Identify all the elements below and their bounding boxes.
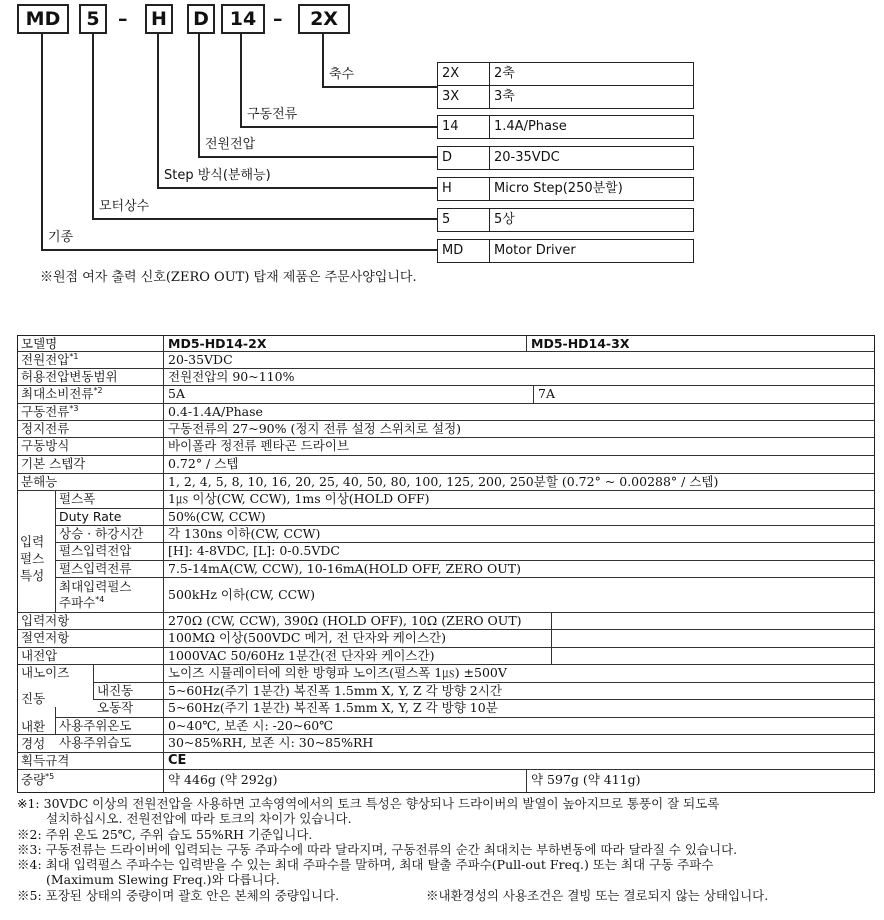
spec-label-voltage: 전원전압$^{*1}$ xyxy=(21,352,79,367)
option-row xyxy=(437,62,694,86)
code-part-step: H xyxy=(145,4,173,34)
spec-label-step-angle: 기본 스텝각 xyxy=(21,456,86,471)
ce-mark: CE xyxy=(168,753,187,768)
spec-value-allowable: 전원전압의 90~110% xyxy=(168,369,295,384)
spec-model-1: MD5-HD14-2X xyxy=(168,336,267,351)
spec-label-pulse-current: 펄스입력전류 xyxy=(59,561,132,576)
spec-value-max-current-1: 5A xyxy=(168,386,185,401)
option-desc: 2축 xyxy=(494,66,515,81)
option-row xyxy=(437,115,694,139)
spec-label-noise: 내노이즈 xyxy=(21,665,70,680)
spec-label-vibration: 진동 xyxy=(18,691,93,707)
option-desc: 20-35VDC xyxy=(494,150,560,165)
option-code: H xyxy=(438,178,490,200)
option-desc: 5상 xyxy=(494,212,515,227)
code-part-current: 14 xyxy=(221,4,265,34)
label-phase: 모터상수 xyxy=(99,199,150,214)
spec-value-vibration-malfunction: 5~60Hz(주기 1분간) 복진폭 1.5mm X, Y, Z 각 방향 10분 xyxy=(168,700,498,715)
spec-label-resolution: 분해능 xyxy=(21,474,58,489)
footnote: ※3: 구동전류는 드라이버에 입력되는 구동 주파수에 따라 달라지며, 구동전류의 순간 최대치는 부하변동에 따라 달라질 수 있습니다. xyxy=(17,842,738,857)
spec-value-step-angle: 0.72° / 스텝 xyxy=(168,456,239,471)
spec-label-vibration-resist: 내진동 xyxy=(97,683,134,698)
label-model: 기종 xyxy=(48,230,74,245)
spec-value-max-freq: 500kHz 이하(CW, CCW) xyxy=(168,587,315,602)
spec-value-pulse-current: 7.5-14mA(CW, CCW), 10-16mA(HOLD OFF, ZERO OUT) xyxy=(168,561,522,576)
spec-label-method: 구동방식 xyxy=(21,438,70,453)
option-desc: Motor Driver xyxy=(494,243,576,258)
spec-value-ambient-humidity: 30~85%RH, 보존 시: 30~85%RH xyxy=(168,735,374,750)
option-code: 2X xyxy=(438,63,490,85)
spec-label-drive-current: 구동전류$^{*3}$ xyxy=(21,404,79,419)
spec-label-model: 모델명 xyxy=(21,336,58,351)
spec-label-input-pulse-group: 입력 펄스 특성 xyxy=(20,534,45,583)
option-code: 5 xyxy=(438,209,490,231)
spec-value-resolution: 1, 2, 4, 5, 8, 10, 16, 20, 25, 40, 50, 80, 100, 125, 200, 250분할 (0.72° ~ 0.00288° / 스텝) xyxy=(168,474,719,489)
spec-label-environment: 내환 경성 xyxy=(21,719,46,751)
code-dash: – xyxy=(118,8,128,30)
spec-value-duty: 50%(CW, CCW) xyxy=(168,509,266,524)
footnote: (Maximum Slewing Freq.)와 다릅니다. xyxy=(46,872,280,887)
label-axes: 축수 xyxy=(329,67,355,82)
spec-label-rise-fall: 상승 · 하강시간 xyxy=(59,526,144,541)
label-voltage: 전원전압 xyxy=(205,137,256,152)
spec-label-approval: 획득규격 xyxy=(21,753,70,768)
option-code: D xyxy=(438,147,490,169)
option-code: 3X xyxy=(438,86,490,108)
spec-value-voltage: 20-35VDC xyxy=(168,352,233,367)
option-row xyxy=(437,85,694,109)
order-note: ※원점 여자 출력 신호(ZERO OUT) 탑재 제품은 주문사양입니다. xyxy=(40,270,417,285)
label-current: 구동전류 xyxy=(247,107,298,122)
spec-label-ambient-humidity: 사용주위습도 xyxy=(59,735,132,750)
option-code: MD xyxy=(438,240,490,262)
code-part-axes: 2X xyxy=(298,4,350,34)
option-row xyxy=(437,146,694,170)
spec-value-insulation: 100MΩ 이상(500VDC 메거, 전 단자와 케이스간) xyxy=(168,630,446,645)
spec-label-dielectric: 내전압 xyxy=(21,648,58,663)
spec-label-insulation: 절연저항 xyxy=(21,630,70,645)
spec-value-weight-1: 약 446g (약 292g) xyxy=(168,772,278,787)
footnote: ※4: 최대 입력펄스 주파수는 입력받을 수 있는 최대 주파수를 말하며, 최대 탈출 주파수(Pull-out Freq.) 또는 최대 구동 주파수 xyxy=(17,857,714,872)
spec-label-duty: Duty Rate xyxy=(59,509,122,524)
spec-label-standstill: 정지전류 xyxy=(21,421,70,436)
spec-label-ambient-temp: 사용주위온도 xyxy=(59,718,132,733)
code-part-voltage: D xyxy=(187,4,215,34)
spec-value-pulse-width: 1㎲ 이상(CW, CCW), 1ms 이상(HOLD OFF) xyxy=(168,491,430,506)
footnote: 설치하십시오. 전원전압에 따라 토크의 차이가 있습니다. xyxy=(46,811,352,826)
spec-label-max-freq: 최대입력펄스 주파수$^{*4}$ xyxy=(59,579,132,610)
spec-value-max-current-2: 7A xyxy=(538,386,555,401)
spec-value-input-res: 270Ω (CW, CCW), 390Ω (HOLD OFF), 10Ω (ZERO OUT) xyxy=(168,613,522,628)
option-code: 14 xyxy=(438,116,490,138)
spec-value-weight-2: 약 597g (약 411g) xyxy=(531,772,641,787)
spec-value-dielectric: 1000VAC 50/60Hz 1분간(전 단자와 케이스간) xyxy=(168,648,435,663)
spec-label-pulse-width: 펄스폭 xyxy=(59,491,96,506)
footnote: ※2: 주위 온도 25℃, 주위 습도 55%RH 기준입니다. xyxy=(17,827,313,842)
spec-value-noise: 노이즈 시뮬레이터에 의한 방형파 노이즈(펄스폭 1㎲) ±500V xyxy=(168,665,507,680)
label-step: Step 방식(분해능) xyxy=(164,168,271,183)
spec-value-pulse-voltage: [H]: 4-8VDC, [L]: 0-0.5VDC xyxy=(168,543,340,558)
spec-label-allowable: 허용전압변동범위 xyxy=(21,369,118,384)
footnote: ※1: 30VDC 이상의 전원전압을 사용하면 고속영역에서의 토크 특성은 향상되나 드라이버의 발열이 높아지므로 통풍이 잘 되도록 xyxy=(17,796,720,811)
option-desc: 3축 xyxy=(494,89,515,104)
option-row xyxy=(437,177,694,201)
footnote: ※내환경성의 사용조건은 결빙 또는 결로되지 않는 상태입니다. xyxy=(426,888,769,903)
code-part-phase: 5 xyxy=(79,4,107,34)
option-desc: Micro Step(250분할) xyxy=(494,181,623,196)
option-row xyxy=(437,239,694,263)
spec-value-rise-fall: 각 130ns 이하(CW, CCW) xyxy=(168,526,321,541)
spec-value-method: 바이폴라 정전류 펜타곤 드라이브 xyxy=(168,438,349,453)
spec-value-vibration-resist: 5~60Hz(주기 1분간) 복진폭 1.5mm X, Y, Z 각 방향 2시간 xyxy=(168,683,502,698)
spec-label-weight: 중량$^{*5}$ xyxy=(21,772,55,787)
spec-label-max-current: 최대소비전류$^{*2}$ xyxy=(21,386,103,401)
spec-value-standstill: 구동전류의 27~90% (정지 전류 설정 스위치로 설정) xyxy=(168,421,462,436)
code-part-md: MD xyxy=(17,4,69,34)
option-desc: 1.4A/Phase xyxy=(494,119,567,134)
spec-model-2: MD5-HD14-3X xyxy=(531,336,630,351)
spec-value-drive-current: 0.4-1.4A/Phase xyxy=(168,404,263,419)
spec-value-ambient-temp: 0~40℃, 보존 시: -20~60℃ xyxy=(168,718,334,733)
footnote: ※5: 포장된 상태의 중량이며 괄호 안은 본체의 중량입니다. xyxy=(17,888,340,903)
spec-label-vibration-malfunction: 오동작 xyxy=(97,700,134,715)
spec-table xyxy=(17,335,875,793)
spec-label-pulse-voltage: 펄스입력전압 xyxy=(59,543,132,558)
spec-label-input-res: 입력저항 xyxy=(21,613,70,628)
option-row xyxy=(437,208,694,232)
code-dash: – xyxy=(273,8,283,30)
